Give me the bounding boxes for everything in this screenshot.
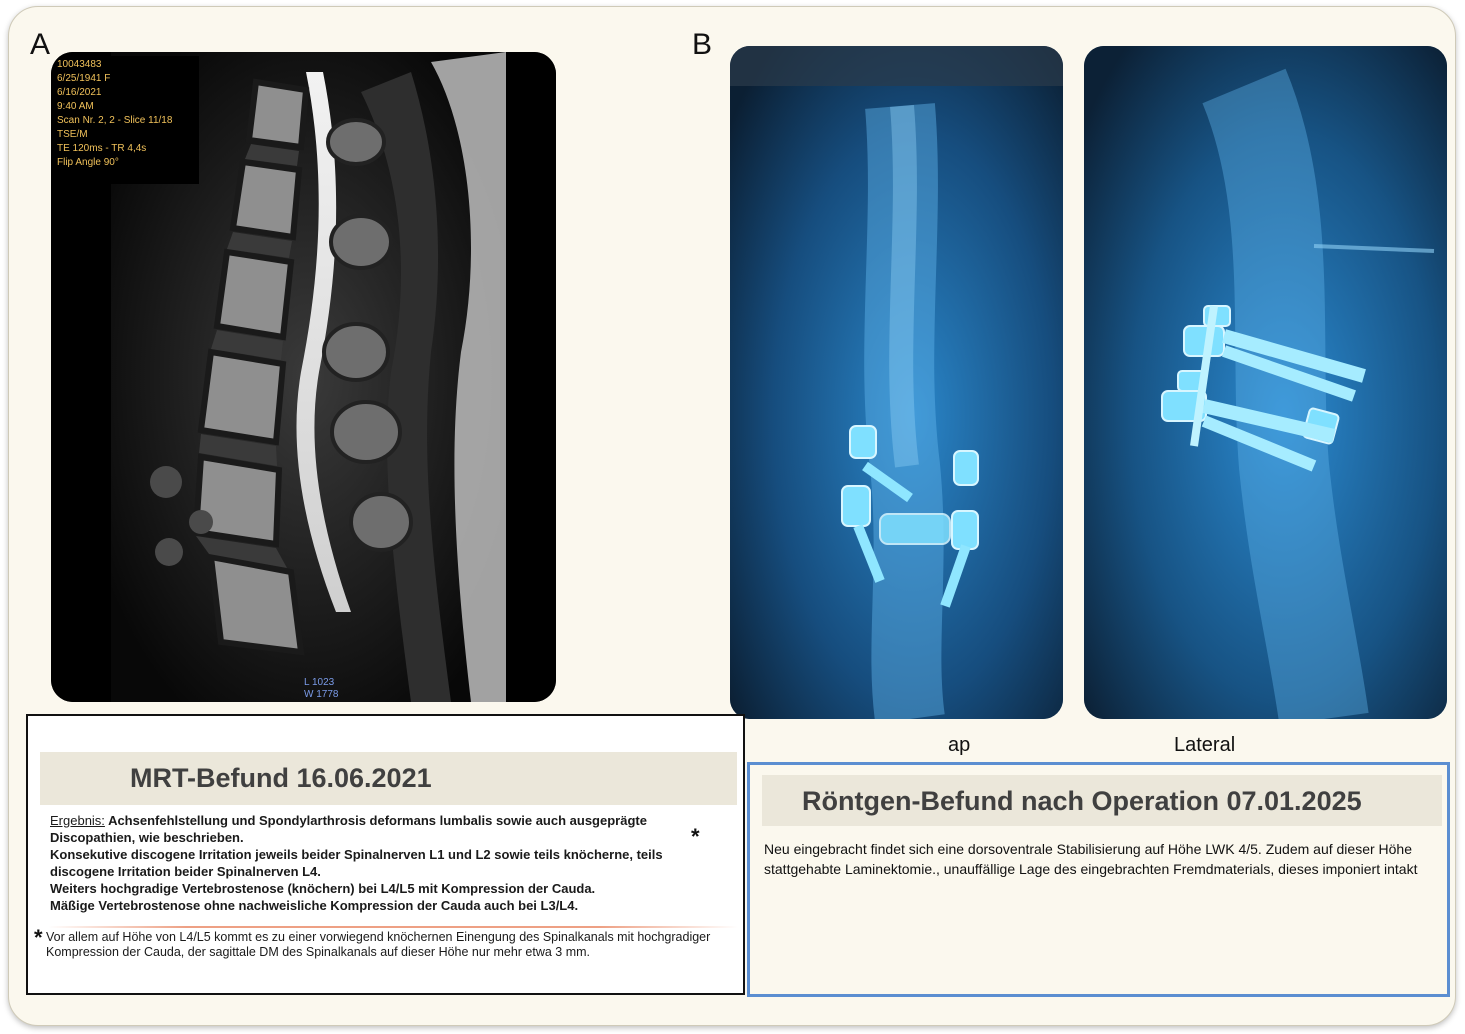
finding-line: discogene Irritation beider Spinalnerven L4. <box>50 864 321 879</box>
highlight-line <box>48 926 738 928</box>
mri-info-line: 6/16/2021 <box>57 87 102 98</box>
window-width: W 1778 <box>304 689 339 700</box>
footnote-marker: * <box>34 925 43 950</box>
finding-line: Konsekutive discogene Irritation jeweils beider Spinalnerven L1 und L2 sowie teils knöcherne, teils <box>50 847 663 862</box>
window-level: L 1023 <box>304 677 335 688</box>
finding-line: Discopathien, wie beschrieben. <box>50 830 244 845</box>
mri-info-line: 10043483 <box>57 59 102 70</box>
result-label: Ergebnis: <box>50 813 105 828</box>
xray-report-box <box>747 762 1450 997</box>
mrt-report-findings <box>46 812 736 914</box>
finding-line: Achsenfehlstellung und Spondylarthrosis deformans lumbalis sowie auch ausgeprägte <box>108 813 647 828</box>
mri-info-line: Flip Angle 90° <box>57 157 119 168</box>
xray-lateral-image <box>1084 46 1447 719</box>
xray-ap-image <box>730 46 1063 719</box>
mri-info-line: 9:40 AM <box>57 101 94 112</box>
footnote-marker: * <box>691 824 700 849</box>
mrt-report-title: MRT-Befund 16.06.2021 <box>130 763 432 793</box>
mrt-title-bar <box>40 752 737 805</box>
mrt-footnote: Vor allem auf Höhe von L4/L5 kommt es zu einer vorwiegend knöchernen Einengung des Spinalkanals mit hochgradiger Kompression der Cauda, der sagittale DM des Spinalkanals auf dieser Höhe nur mehr etwa 3 mm. <box>46 930 711 959</box>
mri-sagittal-image <box>51 52 556 702</box>
mri-info-line: TE 120ms - TR 4,4s <box>57 143 147 154</box>
mri-info-line: TSE/M <box>57 129 88 140</box>
caption-lateral: Lateral <box>1174 734 1236 756</box>
caption-ap: ap <box>948 734 971 756</box>
finding-line: Weiters hochgradige Vertebrostenose (knöchern) bei L4/L5 mit Kompression der Cauda. <box>50 881 596 896</box>
mri-window-settings <box>304 677 338 701</box>
mrt-report-box <box>26 714 745 995</box>
xray-report-text: Neu eingebracht findet sich eine dorsoventrale Stabilisierung auf Höhe LWK 4/5. Zudem auf dieser Höhe stattgehabte Laminektomie., unauffällige Lage des eingebrachten Fremdmaterials, dieses imponiert intakt <box>764 841 1418 877</box>
finding-line: Mäßige Vertebrostenose ohne nachweisliche Kompression der Cauda auch bei L3/L4. <box>50 898 579 913</box>
mri-info-line: 6/25/1941 F <box>57 73 111 84</box>
panel-label-b: B <box>692 28 713 61</box>
panel-label-a: A <box>30 28 51 61</box>
xray-report-title: Röntgen-Befund nach Operation 07.01.2025 <box>802 786 1362 816</box>
mri-info-line: Scan Nr. 2, 2 - Slice 11/18 <box>57 115 173 126</box>
xray-title-bar <box>762 775 1442 826</box>
mri-scan-info <box>55 56 199 184</box>
